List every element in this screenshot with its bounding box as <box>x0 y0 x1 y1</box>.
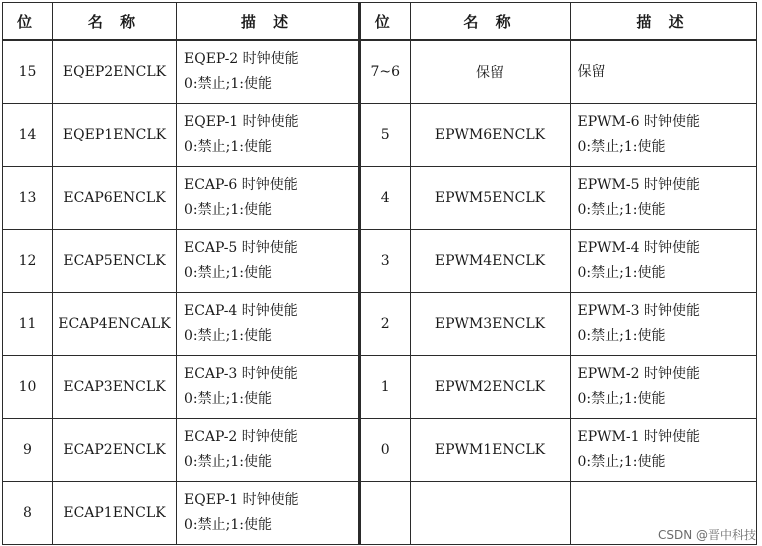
desc-values: 0:禁止;1:使能 <box>577 391 666 407</box>
cell-name: EPWM6ENCLK <box>410 104 570 167</box>
table-row <box>360 167 756 230</box>
cell-name: 保留 <box>410 40 570 104</box>
desc-title: EQEP-1 时钟使能 <box>184 492 299 508</box>
table-row <box>3 356 359 419</box>
table-row <box>3 419 359 482</box>
register-table-right <box>359 2 757 545</box>
desc-title: EPWM-6 时钟使能 <box>577 114 700 130</box>
desc-title: ECAP-4 时钟使能 <box>184 303 298 319</box>
desc-title: 保留 <box>577 63 606 80</box>
desc-values: 0:禁止;1:使能 <box>184 328 272 344</box>
desc-title: ECAP-5 时钟使能 <box>184 240 298 256</box>
cell-desc <box>177 293 359 356</box>
cell-bit <box>360 482 410 545</box>
cell-desc <box>570 293 756 356</box>
cell-desc <box>177 104 359 167</box>
cell-bit: 8 <box>3 482 53 545</box>
watermark-text: CSDN @晋中科技 <box>657 528 756 542</box>
table-row <box>3 40 359 104</box>
cell-name: EQEP1ENCLK <box>53 104 177 167</box>
header-bit: 位 <box>360 3 410 41</box>
desc-title: ECAP-3 时钟使能 <box>184 366 298 382</box>
cell-desc <box>177 230 359 293</box>
cell-name <box>410 482 570 545</box>
desc-title: EQEP-2 时钟使能 <box>184 51 299 67</box>
cell-desc <box>570 356 756 419</box>
header-name: 名 称 <box>53 3 177 41</box>
cell-name: ECAP4ENCALK <box>53 293 177 356</box>
table-header-row <box>3 3 359 41</box>
cell-bit: 0 <box>360 419 410 482</box>
table-row <box>360 419 756 482</box>
desc-title: ECAP-6 时钟使能 <box>184 177 298 193</box>
cell-bit: 15 <box>3 40 53 104</box>
cell-name: ECAP2ENCLK <box>53 419 177 482</box>
desc-values: 0:禁止;1:使能 <box>184 202 272 218</box>
cell-desc <box>177 482 359 545</box>
cell-desc <box>177 419 359 482</box>
header-bit: 位 <box>3 3 53 41</box>
cell-name: ECAP3ENCLK <box>53 356 177 419</box>
desc-values: 0:禁止;1:使能 <box>577 454 666 470</box>
cell-name: EPWM5ENCLK <box>410 167 570 230</box>
cell-name: EPWM1ENCLK <box>410 419 570 482</box>
desc-title: EPWM-3 时钟使能 <box>577 303 700 319</box>
cell-name: ECAP1ENCLK <box>53 482 177 545</box>
cell-desc <box>177 167 359 230</box>
cell-bit: 5 <box>360 104 410 167</box>
desc-values: 0:禁止;1:使能 <box>577 202 666 218</box>
table-row <box>360 356 756 419</box>
desc-title: ECAP-2 时钟使能 <box>184 429 298 445</box>
header-desc: 描 述 <box>177 3 359 41</box>
table-body-left <box>3 40 359 545</box>
table-row <box>3 230 359 293</box>
desc-title: EPWM-2 时钟使能 <box>577 366 700 382</box>
desc-title: EPWM-5 时钟使能 <box>577 177 700 193</box>
cell-desc <box>177 40 359 104</box>
desc-title: EQEP-1 时钟使能 <box>184 114 299 130</box>
cell-bit: 1 <box>360 356 410 419</box>
desc-values: 0:禁止;1:使能 <box>184 139 272 155</box>
desc-values: 0:禁止;1:使能 <box>184 391 272 407</box>
cell-name: EPWM4ENCLK <box>410 230 570 293</box>
desc-values: 0:禁止;1:使能 <box>184 265 272 281</box>
cell-bit: 7~6 <box>360 40 410 104</box>
cell-bit: 3 <box>360 230 410 293</box>
cell-name: ECAP6ENCLK <box>53 167 177 230</box>
desc-values: 0:禁止;1:使能 <box>577 328 666 344</box>
cell-desc <box>570 419 756 482</box>
cell-bit: 9 <box>3 419 53 482</box>
cell-bit: 13 <box>3 167 53 230</box>
desc-values: 0:禁止;1:使能 <box>577 265 666 281</box>
desc-values: 0:禁止;1:使能 <box>184 454 272 470</box>
table-row <box>360 230 756 293</box>
cell-name: ECAP5ENCLK <box>53 230 177 293</box>
table-row <box>360 104 756 167</box>
table-row <box>3 293 359 356</box>
cell-desc <box>177 356 359 419</box>
table-row <box>3 482 359 545</box>
cell-name: EQEP2ENCLK <box>53 40 177 104</box>
desc-title: EPWM-4 时钟使能 <box>577 240 700 256</box>
header-desc: 描 述 <box>570 3 756 41</box>
cell-bit: 2 <box>360 293 410 356</box>
desc-values: 0:禁止;1:使能 <box>184 76 272 92</box>
desc-values: 0:禁止;1:使能 <box>184 517 272 533</box>
cell-name: EPWM2ENCLK <box>410 356 570 419</box>
register-table-container <box>2 2 757 543</box>
cell-name: EPWM3ENCLK <box>410 293 570 356</box>
desc-title: EPWM-1 时钟使能 <box>577 429 700 445</box>
cell-bit: 10 <box>3 356 53 419</box>
register-table-left <box>2 2 359 545</box>
cell-bit: 11 <box>3 293 53 356</box>
table-header-row <box>360 3 756 41</box>
cell-bit: 12 <box>3 230 53 293</box>
table-body-right <box>360 40 756 545</box>
cell-desc <box>570 167 756 230</box>
cell-desc <box>570 104 756 167</box>
desc-values: 0:禁止;1:使能 <box>577 139 666 155</box>
cell-bit: 14 <box>3 104 53 167</box>
cell-bit: 4 <box>360 167 410 230</box>
table-row <box>360 293 756 356</box>
cell-desc <box>570 230 756 293</box>
table-row <box>360 40 756 104</box>
table-row <box>3 167 359 230</box>
table-row <box>3 104 359 167</box>
cell-desc <box>570 40 756 104</box>
header-name: 名 称 <box>410 3 570 41</box>
